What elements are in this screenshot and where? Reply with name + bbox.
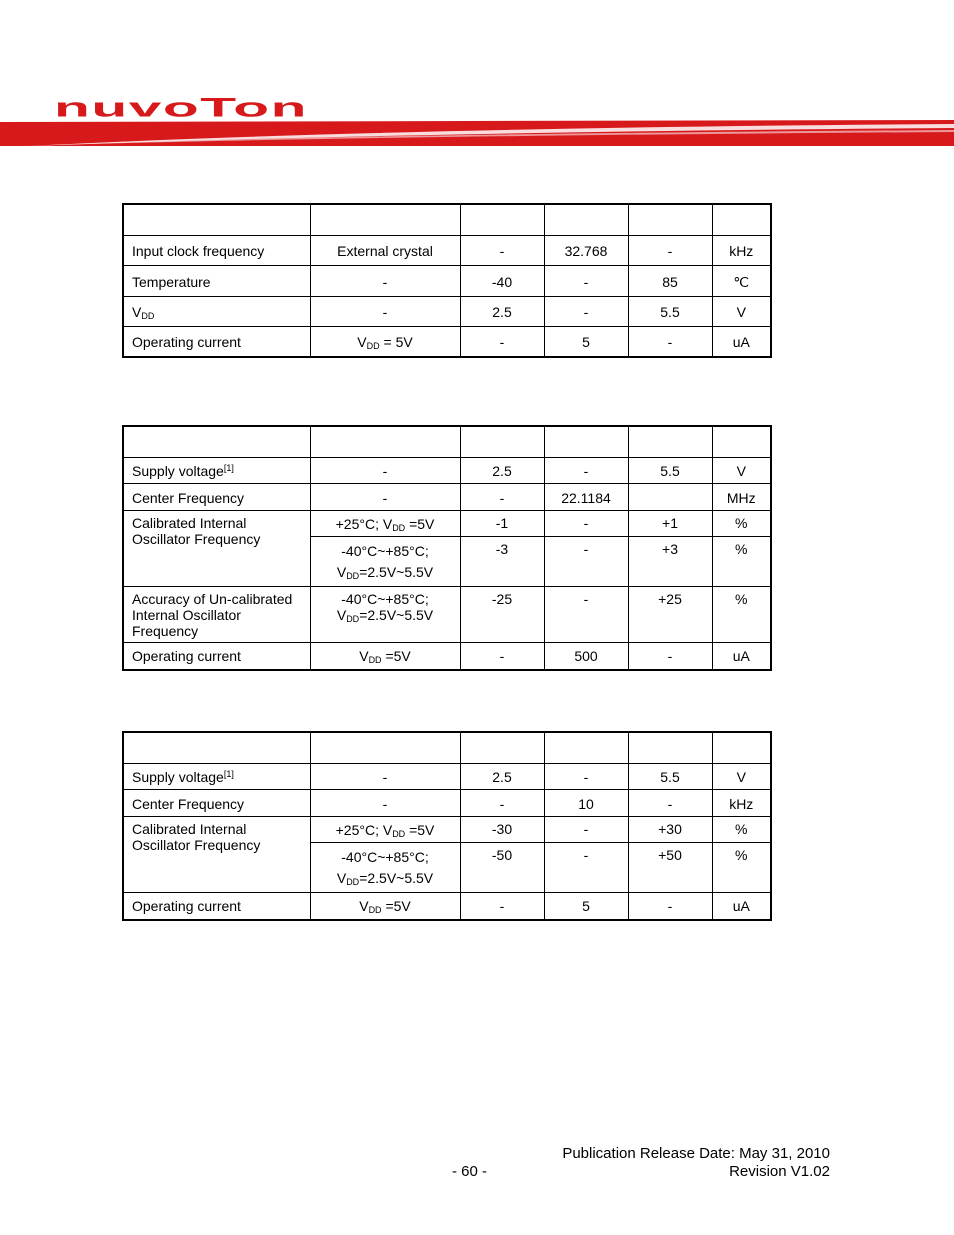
max-cell: 85 (628, 266, 712, 297)
condition-cell: - (310, 790, 460, 817)
unit-cell: uA (712, 893, 771, 920)
table-10khz-oscillator (122, 731, 772, 921)
unit-cell: MHz (712, 484, 771, 511)
table-22mhz-oscillator (122, 425, 772, 671)
header-banner (0, 118, 954, 148)
min-cell: - (460, 484, 544, 511)
condition-cell: $V_{DD} = 5V$ (310, 327, 460, 357)
unit-cell: V (712, 764, 771, 790)
typ-cell: 500 (544, 643, 628, 670)
unit-cell: % (712, 817, 771, 843)
max-cell: +25 (628, 587, 712, 643)
publication-date: Publication Release Date: May 31, 2010 (562, 1145, 830, 1162)
typ-cell: - (544, 458, 628, 484)
unit-cell: ℃ (712, 266, 771, 297)
table-row (123, 893, 771, 920)
max-cell: - (628, 236, 712, 266)
max-cell: - (628, 893, 712, 920)
table-row (123, 236, 771, 266)
max-cell: +3 (628, 537, 712, 587)
condition-cell: $V_{DD} =5V$ (310, 643, 460, 670)
typ-cell: - (544, 764, 628, 790)
param-cell: Supply voltage[1] (123, 458, 310, 484)
typ-cell: - (544, 511, 628, 537)
unit-cell: % (712, 843, 771, 893)
min-cell: 2.5 (460, 297, 544, 327)
table-row (123, 790, 771, 817)
condition-cell: - (310, 764, 460, 790)
typ-cell: - (544, 817, 628, 843)
unit-cell: % (712, 537, 771, 587)
page-number: - 60 - (452, 1163, 488, 1180)
typ-cell: - (544, 297, 628, 327)
unit-cell: V (712, 297, 771, 327)
param-cell: Operating current (123, 643, 310, 670)
unit-cell: % (712, 587, 771, 643)
min-cell: - (460, 790, 544, 817)
max-cell (628, 484, 712, 511)
condition-cell: -40°C~+85°C; $V_{DD}=2.5V\sim 5.5V$ (310, 587, 460, 643)
unit-cell: kHz (712, 236, 771, 266)
unit-cell: uA (712, 327, 771, 357)
min-cell: -3 (460, 537, 544, 587)
table-row (123, 587, 771, 643)
max-cell: - (628, 327, 712, 357)
typ-cell: 5 (544, 893, 628, 920)
min-cell: -50 (460, 843, 544, 893)
svg-text:nuvoTon: nuvoTon (54, 92, 308, 122)
max-cell: +30 (628, 817, 712, 843)
min-cell: -1 (460, 511, 544, 537)
typ-cell: 22.1184 (544, 484, 628, 511)
min-cell: - (460, 643, 544, 670)
table-row (123, 511, 771, 537)
typ-cell: - (544, 843, 628, 893)
param-cell: Calibrated Internal Oscillator Frequency (123, 817, 310, 893)
typ-cell: - (544, 587, 628, 643)
table-row (123, 643, 771, 670)
param-cell: Supply voltage[1] (123, 764, 310, 790)
min-cell: 2.5 (460, 764, 544, 790)
param-cell: Center Frequency (123, 790, 310, 817)
param-cell: $V_{DD}$ (123, 297, 310, 327)
condition-cell: - (310, 484, 460, 511)
max-cell: 5.5 (628, 764, 712, 790)
min-cell: - (460, 893, 544, 920)
typ-cell: 5 (544, 327, 628, 357)
table-row (123, 817, 771, 843)
revision: Revision V1.02 (729, 1163, 830, 1180)
typ-cell: 10 (544, 790, 628, 817)
table-row (123, 266, 771, 297)
table-32khz-crystal (122, 203, 772, 358)
table-row (123, 297, 771, 327)
param-cell: Accuracy of Un-calibrated Internal Oscillator Frequency (123, 587, 310, 643)
min-cell: - (460, 236, 544, 266)
max-cell: +1 (628, 511, 712, 537)
condition-cell: +25°C; $V_{DD} =5V$ (310, 511, 460, 537)
typ-cell: - (544, 266, 628, 297)
unit-cell: % (712, 511, 771, 537)
typ-cell: - (544, 537, 628, 587)
condition-cell: +25°C; $V_{DD} =5V$ (310, 817, 460, 843)
max-cell: +50 (628, 843, 712, 893)
param-cell: Operating current (123, 893, 310, 920)
param-cell: Center Frequency (123, 484, 310, 511)
max-cell: 5.5 (628, 297, 712, 327)
condition-cell: - (310, 297, 460, 327)
table-row (123, 327, 771, 357)
min-cell: -30 (460, 817, 544, 843)
condition-cell: $V_{DD} =5V$ (310, 893, 460, 920)
param-cell: Temperature (123, 266, 310, 297)
unit-cell: uA (712, 643, 771, 670)
min-cell: -25 (460, 587, 544, 643)
min-cell: -40 (460, 266, 544, 297)
table-row (123, 764, 771, 790)
condition-cell: - (310, 266, 460, 297)
max-cell: 5.5 (628, 458, 712, 484)
table-header-row (123, 732, 771, 764)
param-cell: Operating current (123, 327, 310, 357)
table-header-row (123, 204, 771, 236)
max-cell: - (628, 790, 712, 817)
min-cell: 2.5 (460, 458, 544, 484)
typ-cell: 32.768 (544, 236, 628, 266)
param-cell: Calibrated Internal Oscillator Frequency (123, 511, 310, 587)
min-cell: - (460, 327, 544, 357)
table-row (123, 484, 771, 511)
unit-cell: kHz (712, 790, 771, 817)
condition-cell: External crystal (310, 236, 460, 266)
table-header-row (123, 426, 771, 458)
table-row (123, 458, 771, 484)
max-cell: - (628, 643, 712, 670)
param-cell: Input clock frequency (123, 236, 310, 266)
condition-cell: -40°C~+85°C; $V_{DD}=2.5V\sim 5.5V$ (310, 537, 460, 587)
unit-cell: V (712, 458, 771, 484)
nuvoton-logo (54, 88, 310, 122)
condition-cell: - (310, 458, 460, 484)
condition-cell: -40°C~+85°C; $V_{DD}=2.5V\sim 5.5V$ (310, 843, 460, 893)
